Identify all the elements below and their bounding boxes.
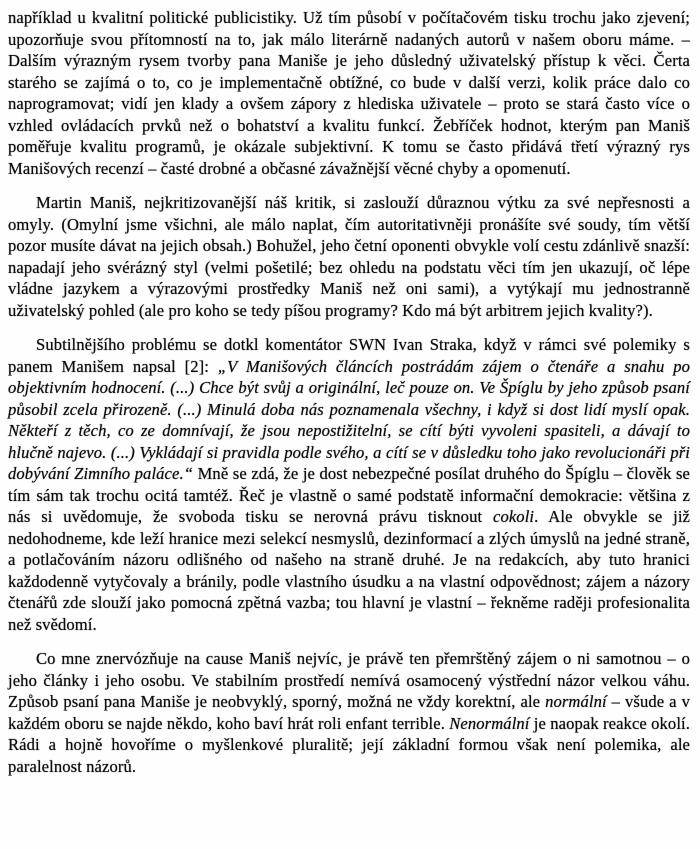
text-run: Nenormální	[449, 713, 530, 733]
text-run: Martin Maniš, nejkritizovanější náš kritik, si zaslouží důraznou výtku za své nepřesnosti a omyly. (Omylní jsme všichni, ale málo naplat, čím autoritativněji pronášíte své soudy, tím větší pozor musíte dávat na jejich obsah.) Bohužel, jeho četní oponenti obvykle volí cestu zdánlivě snazší: napadají jeho svérázný styl (velmi pošetilé; bez ohledu na podstatu věci tím jen ukazují, oč lépe vládne jazykem a výrazovými prostředky Maniš než oni sami), a vytýkají mu jednostranně uživatelský pohled (ale pro koho se tedy píšou programy? Kdo má být arbitrem jejich kvality?).	[8, 193, 690, 320]
text-run: normální	[545, 692, 607, 711]
text-run: cokoli	[492, 507, 535, 526]
document-paragraphs	[8, 7, 690, 777]
text-run: – všude a v každém oboru se najde někdo, koho baví hrát roli enfant terrible.	[8, 692, 690, 733]
text-run: . Ale obvykle se již nedohodneme, kde leží hranice mezi selekcí nesmyslů, dezinformací a zlých úmyslů na jedné straně, a potlačováním názoru odlišného od našeho na straně druhé. Je na redakcích, aby tuto hranici každodenně vytyčovaly a bránily, podle vlastního úsudku a na vlastní odpovědnost; zájem a názory čtenářů zde slouží jako pomocná zpětná vazba; tou hlavní je vlastní – řekněme raději profesionalita než svědomí.	[8, 507, 690, 634]
text-run: například u kvalitní politické publicistiky. Už tím působí v počítačovém tisku trochu jako zjevení; upozorňuje svou přítomností na to, jak málo literárně nadaných autorů v našem oboru máme. – Dalším výrazným rysem tvorby pana Maniše je jeho důsledný uživatelský přístup k věci. Čerta starého se zajímá o to, co je implementačně obtížné, co bude v další verzi, kolik práce dalo co naprogramovat; vidí jen klady a ovšem zápory z hlediska uživatele – proto se stará často více o vzhled ovládacích prvků než o bohatství a kvalitu funkcí. Žebříček hodnot, kterým pan Maniš poměřuje kvalitu programů, je okázale subjektivní. K tomu se často přidává třetí výrazný rys Manišových recenzí – časté drobné a občasné závažnější věcné chyby a opomenutí.	[8, 8, 690, 178]
paragraph	[8, 334, 690, 635]
text-run: je naopak reakce okolí. Rádi a hojně hovoříme o myšlenkové pluralitě; její základní formou však není polemika, ale paralelnost názorů.	[8, 713, 690, 776]
text-run: Subtilnějšího problému se dotkl komentátor SWN Ivan Straka, když v rámci své polemiky s panem Manišem napsal [2]:	[8, 335, 690, 376]
text-run: „V Manišových článcích postrádám zájem o čtenáře a snahu po objektivním hodnocení. (...) Chce být svůj a originální, leč pouze on. Ve Špíglu by jeho způsob psaní působil zcela přirozeně. (...) Minulá doba nás poznamenala všechny, i když si dost lidí myslí opak. Někteří z těch, co ze domnívají, že jsou nepostižitelní, se cítí býti vyvoleni spasiteli, a dávají to hlučně najevo. (...) Vykládají si pravidla podle svého, a cítí se v důsledku toho jako revolucionáři při dobývání Zimního paláce.“	[8, 356, 690, 483]
paragraph	[8, 648, 690, 777]
text-run: Mně se zdá, že je dost nebezpečné posílat druhého do Špíglu – člověk se tím sám tak trochu ocitá tamtéž. Řeč je vlastně o samé podstatě informační demokracie: většina z nás si uvědomuje, že svoboda tisku se nerovná právu tisknout	[8, 464, 690, 526]
text-run: Co mne znervózňuje na cause Maniš nejvíc, je právě ten přemrštěný zájem o ni samotnou – o jeho články i jeho osobu. Ve stabilním prostředí nemívá osamocený výstřední názor velkou váhu. Způsob psaní pana Maniše je neobvyklý, sporný, možná ne vždy korektní, ale	[8, 649, 690, 711]
paragraph	[8, 7, 690, 179]
paragraph	[8, 192, 690, 321]
